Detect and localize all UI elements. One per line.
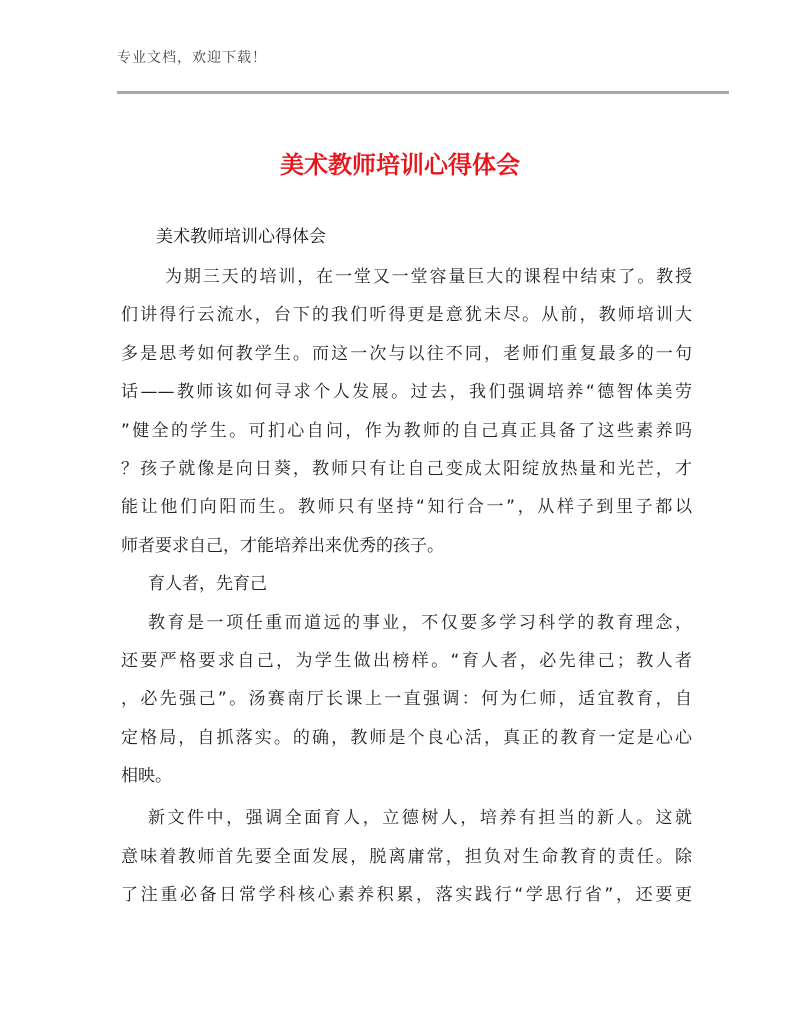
paragraph-line: 们讲得行云流水，台下的我们听得更是意犹未尽。从前，教师培训大 bbox=[121, 305, 692, 326]
paragraph-line: ，必先强己”。汤赛南厅长课上一直强调：何为仁师，适宜教育，自 bbox=[121, 689, 692, 710]
paragraph-line: 话——教师该如何寻求个人发展。过去，我们强调培养“德智体美劳 bbox=[121, 382, 692, 403]
paragraph-line: ”健全的学生。可扪心自问，作为教师的自己真正具备了这些素养吗 bbox=[121, 420, 692, 441]
paragraph-line: 了注重必备日常学科核心素养积累，落实践行“学思行省”，还要更 bbox=[121, 885, 692, 906]
header-divider bbox=[117, 91, 729, 94]
document-subtitle: 美术教师培训心得体会 bbox=[156, 227, 326, 247]
paragraph-line: 定格局，自抓落实。的确，教师是个良心活，真正的教育一定是心心 bbox=[121, 727, 692, 748]
paragraph-line: 意味着教师首先要全面发展，脱离庸常，担负对生命教育的责任。除 bbox=[121, 846, 692, 867]
paragraph-line: 还要严格要求自己，为学生做出榜样。“育人者，必先律己；教人者 bbox=[121, 650, 692, 671]
paragraph-line: 新文件中，强调全面育人，立德树人，培养有担当的新人。这就 bbox=[148, 808, 692, 829]
paragraph-line: 能让他们向阳而生。教师只有坚持“知行合一”，从样子到里子都以 bbox=[121, 497, 692, 518]
paragraph-line: 教育是一项任重而道远的事业，不仅要多学习科学的教育理念， bbox=[148, 612, 692, 633]
document-title: 美术教师培训心得体会 bbox=[280, 151, 520, 179]
paragraph-line: ？孩子就像是向日葵，教师只有让自己变成太阳绽放热量和光芒，才 bbox=[121, 458, 692, 479]
section-heading: 育人者，先育己 bbox=[148, 574, 267, 595]
paragraph-line: 为期三天的培训，在一堂又一堂容量巨大的课程中结束了。教授 bbox=[165, 267, 692, 287]
page-header-text: 专业文档，欢迎下载！ bbox=[117, 50, 267, 66]
paragraph-line: 多是思考如何教学生。而这一次与以往不同，老师们重复最多的一句 bbox=[121, 343, 692, 364]
document-body bbox=[121, 258, 692, 915]
paragraph-line: 相映。 bbox=[121, 766, 172, 787]
paragraph-line: 师者要求自己，才能培养出来优秀的孩子。 bbox=[121, 535, 444, 556]
